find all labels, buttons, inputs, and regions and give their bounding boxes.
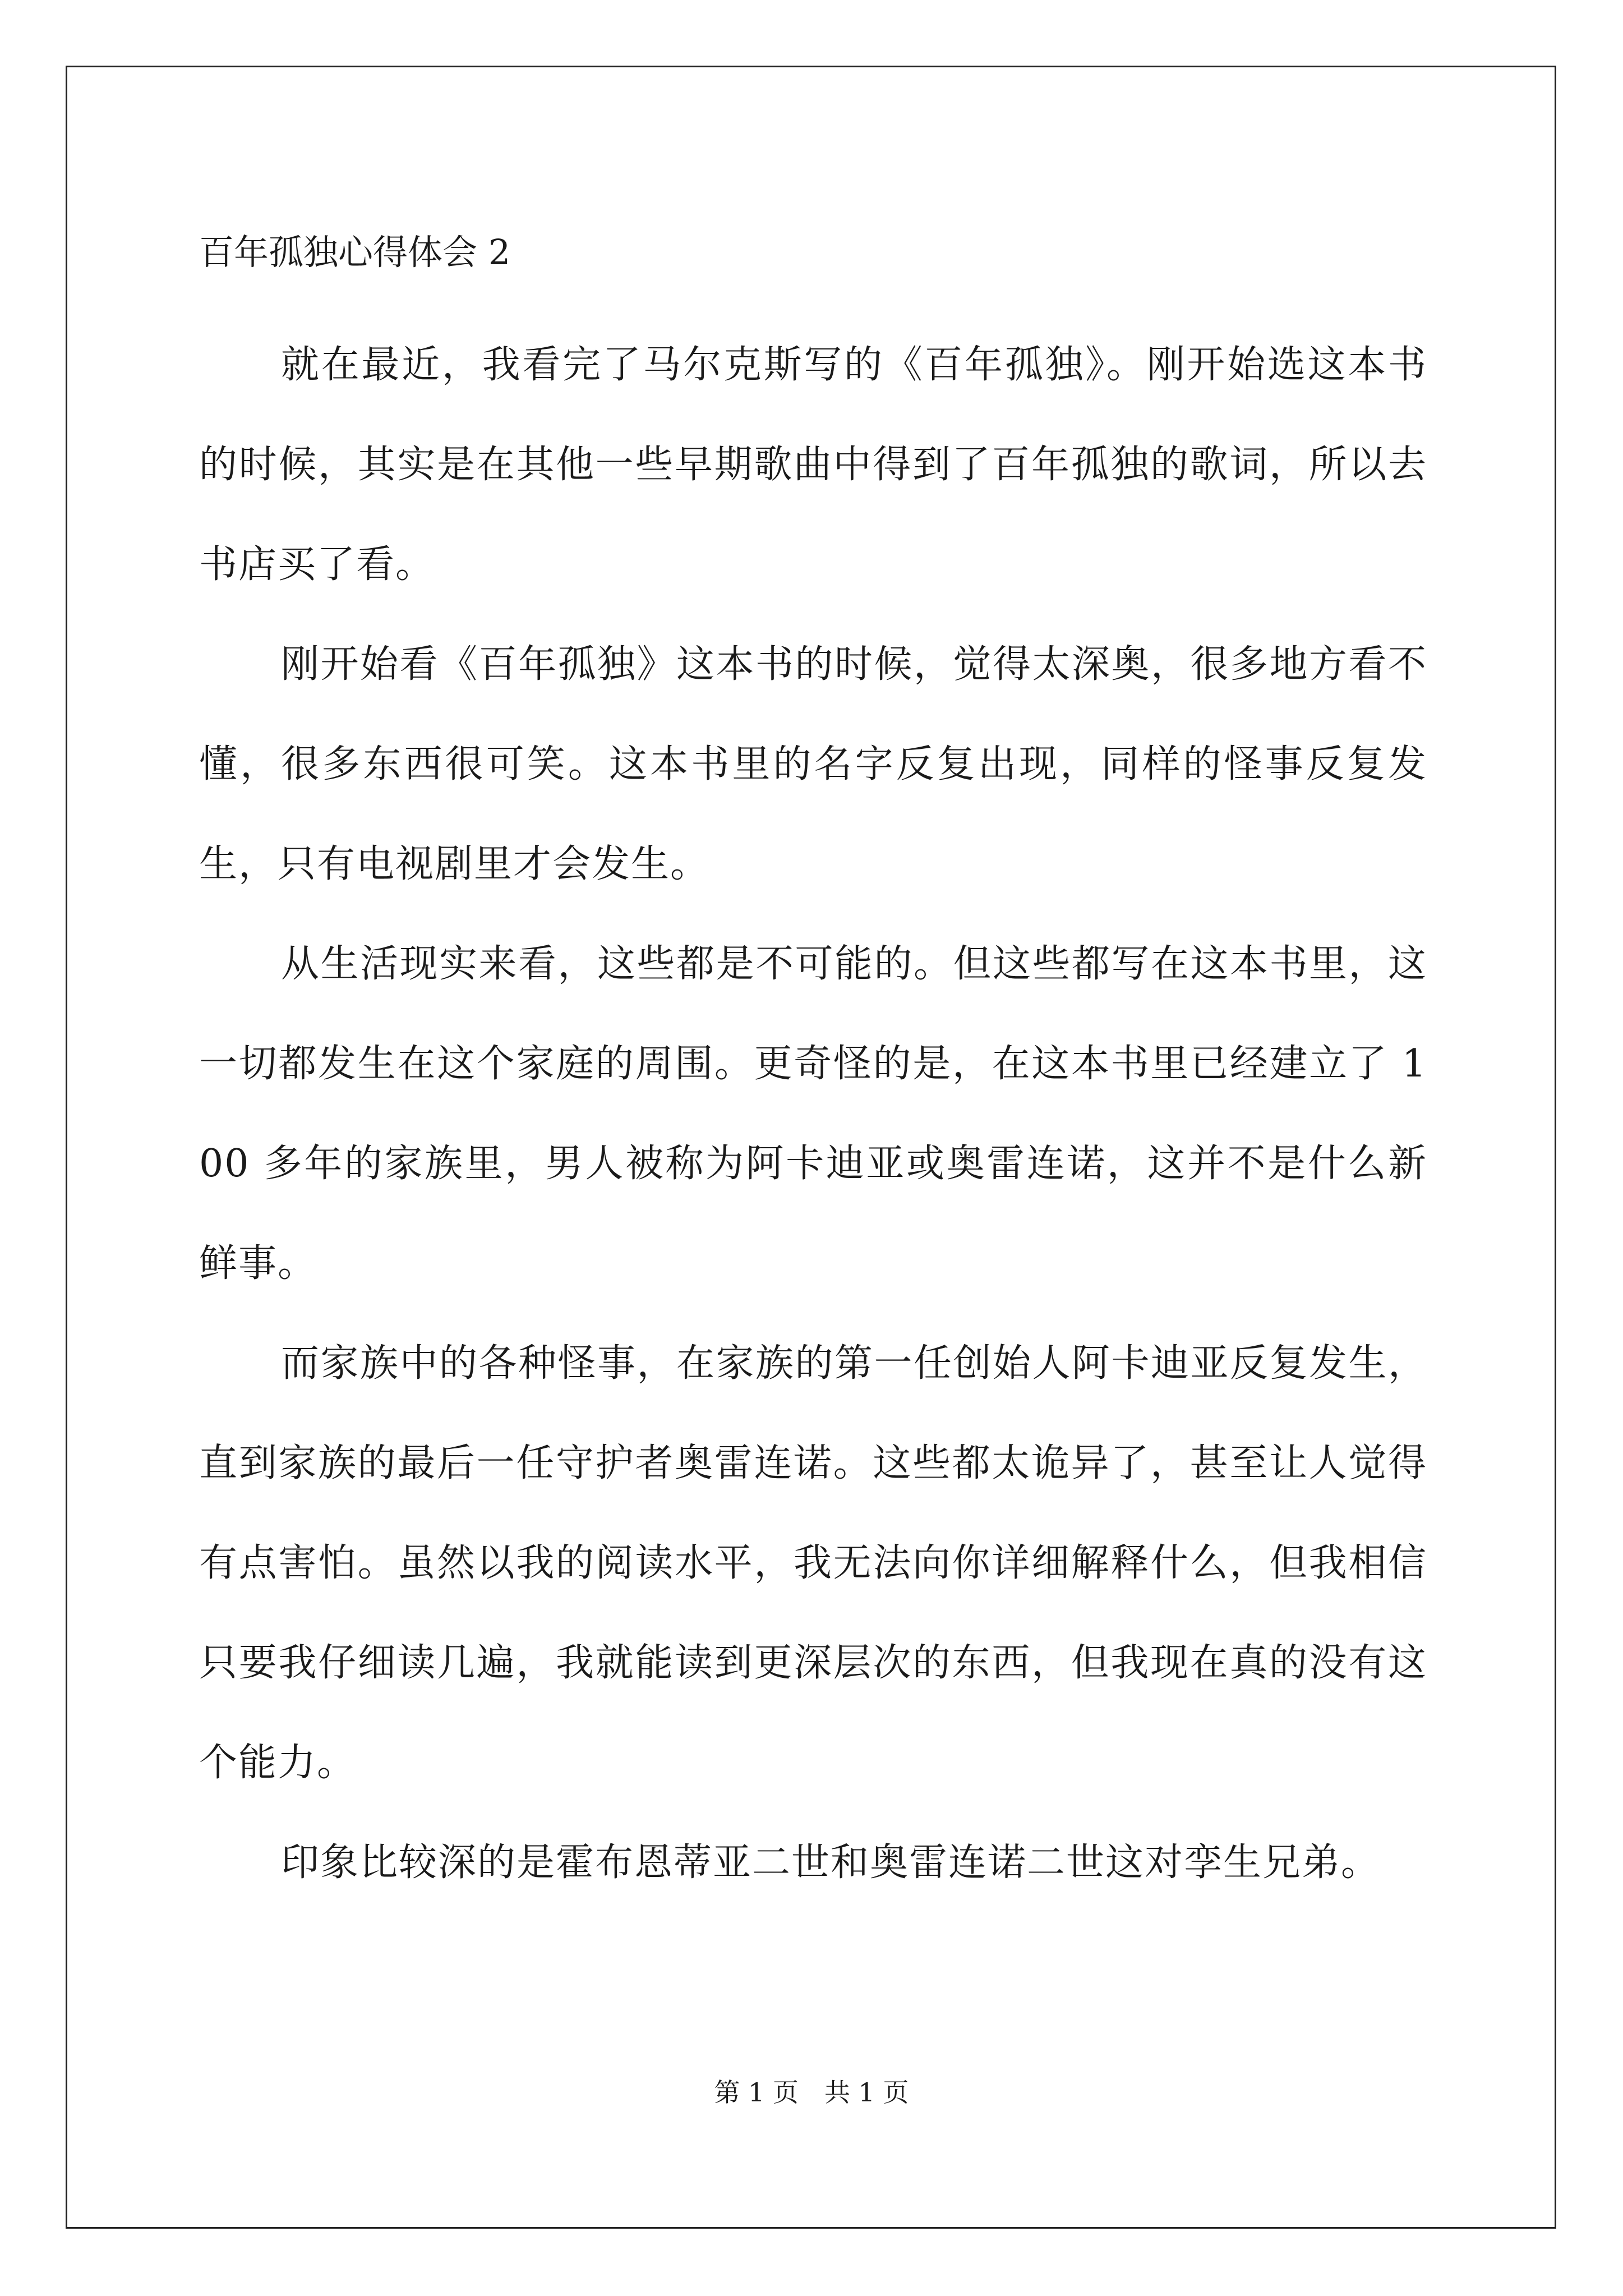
paragraph-2: 刚开始看《百年孤独》这本书的时候，觉得太深奥，很多地方看不懂，很多东西很可笑。这本书里的名字反复出现，同样的怪事反复发生，只有电视剧里才会发生。 — [199, 642, 1427, 886]
paragraph-3: 从生活现实来看，这些都是不可能的。但这些都写在这本书里，这一切都发生在这个家庭的周围。更奇怪的是，在这本书里已经建立了 100 多年的家族里，男人被称为阿卡迪亚或奥雷连诺，这并不是什么新鲜事。 — [199, 942, 1427, 1286]
document-title: 百年孤独心得体会 2 — [199, 232, 511, 273]
paragraph-1: 就在最近，我看完了马尔克斯写的《百年孤独》。刚开始选这本书的时候，其实是在其他一些早期歌曲中得到了百年孤独的歌词，所以去书店买了看。 — [199, 343, 1427, 587]
document-body — [199, 224, 1427, 1913]
page-footer: 第 1 页 共 1 页 — [714, 2077, 909, 2108]
paragraph-4: 而家族中的各种怪事，在家族的第一任创始人阿卡迪亚反复发生，直到家族的最后一任守护者奥雷连诺。这些都太诡异了，甚至让人觉得有点害怕。虽然以我的阅读水平，我无法向你详细解释什么，但我相信只要我仔细读几遍，我就能读到更深层次的东西，但我现在真的没有这个能力。 — [199, 1341, 1427, 1785]
paragraph-5: 印象比较深的是霍布恩蒂亚二世和奥雷连诺二世这对孪生兄弟。 — [281, 1841, 1381, 1885]
